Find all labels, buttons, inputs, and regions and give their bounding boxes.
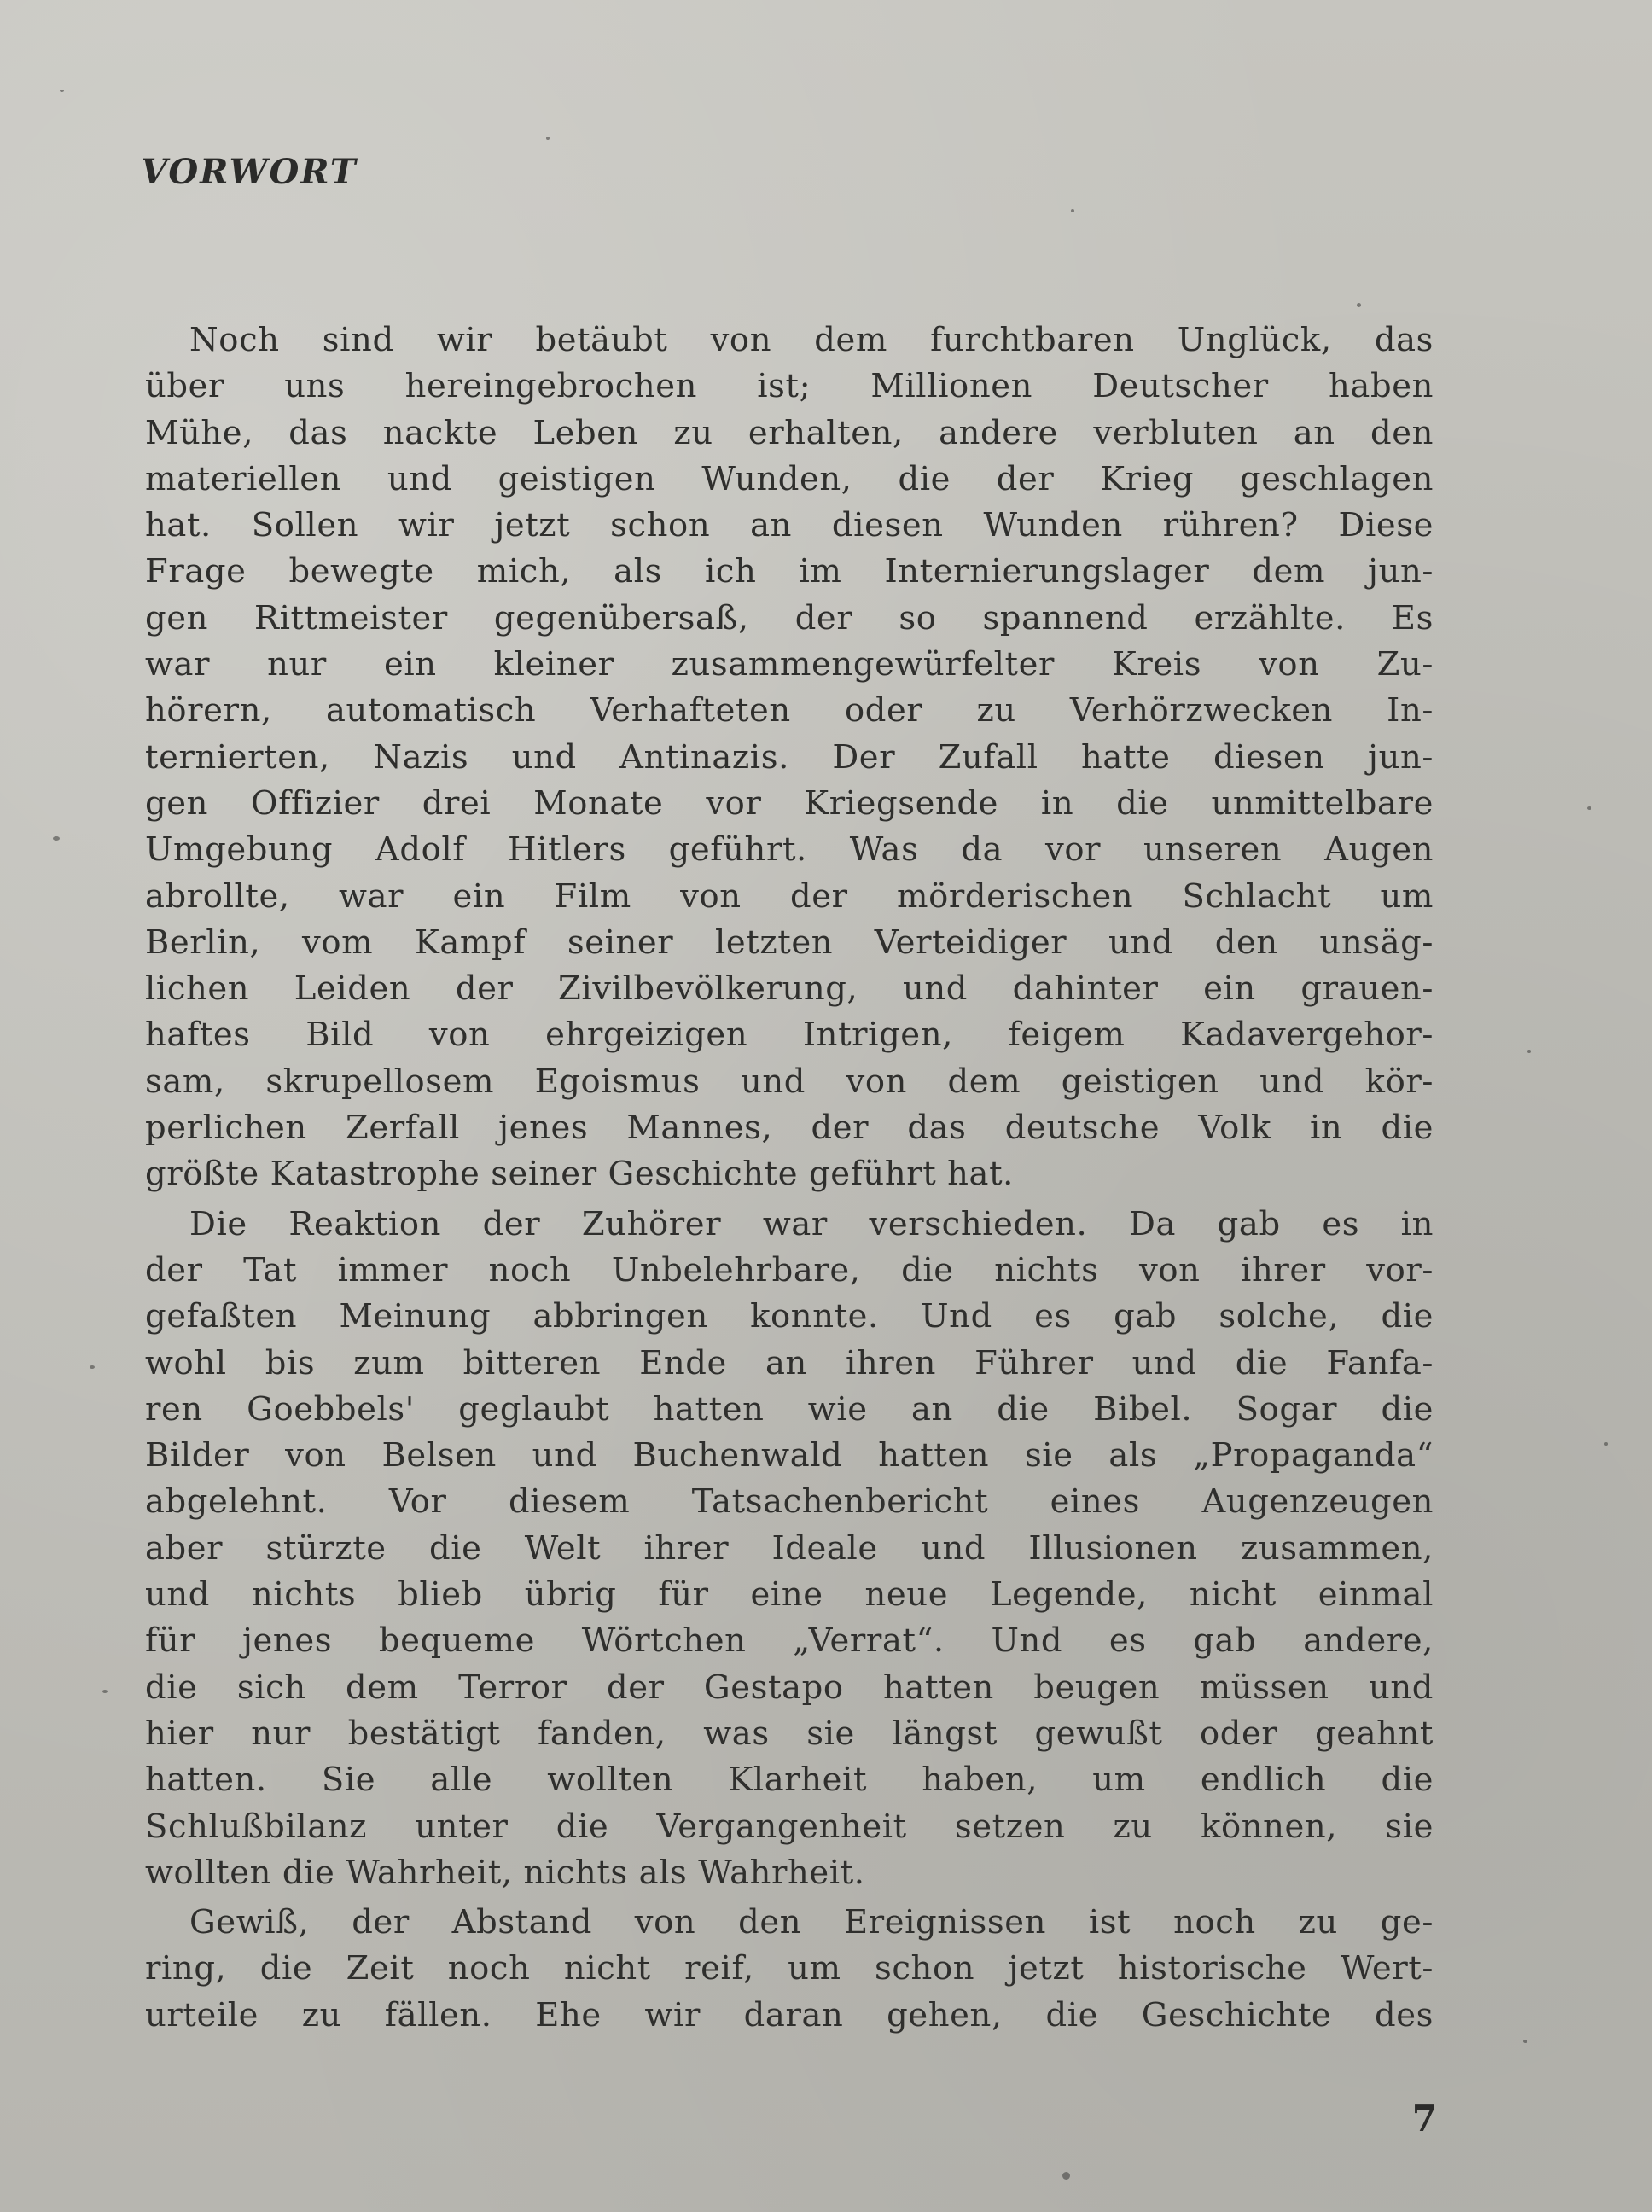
- page-heading: VORWORT: [141, 152, 358, 192]
- text-line: wollten die Wahrheit, nichts als Wahrheit.: [145, 1853, 865, 1892]
- paragraph-3: [145, 1900, 1434, 2039]
- text-line: haftes Bild von ehrgeizigen Intrigen, feigem Kadavergehor-: [145, 1016, 1434, 1055]
- text-line: Mühe, das nackte Leben zu erhalten, andere verbluten an den: [145, 413, 1434, 452]
- paper-speck: [102, 1690, 108, 1693]
- paper-speck: [60, 90, 64, 92]
- paper-speck: [90, 1365, 95, 1369]
- paper-speck: [1071, 209, 1074, 212]
- text-line: Die Reaktion der Zuhörer war verschieden. Da gab es in: [189, 1204, 1434, 1243]
- text-line: für jenes bequeme Wörtchen „Verrat“. Und es gab andere,: [145, 1621, 1434, 1661]
- paper-speck: [1357, 303, 1361, 307]
- paper-speck: [1587, 806, 1591, 810]
- text-line: Bilder von Belsen und Buchenwald hatten sie als „Propaganda“: [145, 1436, 1434, 1476]
- text-line: materiellen und geistigen Wunden, die der Krieg geschlagen: [145, 459, 1434, 498]
- text-line: Schlußbilanz unter die Vergangenheit setzen zu können, sie: [145, 1807, 1434, 1846]
- text-line: gefaßten Meinung abbringen konnte. Und es gab solche, die: [145, 1297, 1434, 1336]
- text-line: abgelehnt. Vor diesem Tatsachenbericht eines Augenzeugen: [145, 1482, 1434, 1522]
- text-line: größte Katastrophe seiner Geschichte geführt hat.: [145, 1155, 1014, 1194]
- text-line: ternierten, Nazis und Antinazis. Der Zufall hatte diesen jun-: [145, 737, 1434, 777]
- text-line: hörern, automatisch Verhafteten oder zu Verhörzwecken In-: [145, 691, 1434, 731]
- text-line: ren Goebbels' geglaubt hatten wie an die Bibel. Sogar die: [145, 1389, 1434, 1429]
- paragraph-1: [145, 317, 1434, 1198]
- text-line: Frage bewegte mich, als ich im Internierungslager dem jun-: [145, 552, 1434, 591]
- paper-speck: [1527, 1050, 1531, 1053]
- page-number: 7: [1411, 2098, 1437, 2139]
- text-line: perlichen Zerfall jenes Mannes, der das deutsche Volk in die: [145, 1109, 1434, 1148]
- text-line: aber stürzte die Welt ihrer Ideale und Illusionen zusammen,: [145, 1528, 1434, 1568]
- text-line: abrollte, war ein Film von der mörderischen Schlacht um: [145, 876, 1434, 916]
- text-line: und nichts blieb übrig für eine neue Legende, nicht einmal: [145, 1575, 1434, 1615]
- paper-speck: [546, 137, 550, 140]
- paper-speck: [53, 836, 60, 841]
- body-text: [145, 317, 1434, 2039]
- text-line: wohl bis zum bitteren Ende an ihren Führer und die Fanfa-: [145, 1343, 1434, 1382]
- text-line: sam, skrupellosem Egoismus und von dem geistigen und kör-: [145, 1062, 1434, 1101]
- paper-speck: [1062, 2172, 1070, 2180]
- text-line: hat. Sollen wir jetzt schon an diesen Wunden rühren? Diese: [145, 506, 1434, 545]
- text-line: hatten. Sie alle wollten Klarheit haben, um endlich die: [145, 1761, 1434, 1800]
- text-line: Noch sind wir betäubt von dem furchtbaren Unglück, das: [189, 321, 1434, 359]
- paper-speck: [1523, 2040, 1527, 2043]
- paper-speck: [1604, 1442, 1608, 1446]
- text-line: gen Rittmeister gegenübersaß, der so spannend erzählte. Es: [145, 598, 1434, 637]
- text-line: gen Offizier drei Monate vor Kriegsende in die unmittelbare: [145, 783, 1434, 823]
- text-line: ring, die Zeit noch nicht reif, um schon jetzt historische Wert-: [145, 1949, 1434, 1988]
- text-line: Gewiß, der Abstand von den Ereignissen ist noch zu ge-: [189, 1903, 1434, 1942]
- text-line: hier nur bestätigt fanden, was sie längst gewußt oder geahnt: [145, 1714, 1434, 1753]
- text-line: lichen Leiden der Zivilbevölkerung, und dahinter ein grauen-: [145, 969, 1434, 1009]
- text-line: Berlin, vom Kampf seiner letzten Verteidiger und den unsäg-: [145, 923, 1434, 962]
- paragraph-2: [145, 1202, 1434, 1896]
- text-line: der Tat immer noch Unbelehrbare, die nichts von ihrer vor-: [145, 1250, 1434, 1289]
- text-line: die sich dem Terror der Gestapo hatten beugen müssen und: [145, 1668, 1434, 1707]
- text-line: über uns hereingebrochen ist; Millionen Deutscher haben: [145, 367, 1434, 406]
- text-line: Umgebung Adolf Hitlers geführt. Was da vor unseren Augen: [145, 830, 1434, 870]
- text-line: urteile zu fällen. Ehe wir daran gehen, die Geschichte des: [145, 1995, 1434, 2034]
- text-line: war nur ein kleiner zusammengewürfelter Kreis von Zu-: [145, 645, 1434, 684]
